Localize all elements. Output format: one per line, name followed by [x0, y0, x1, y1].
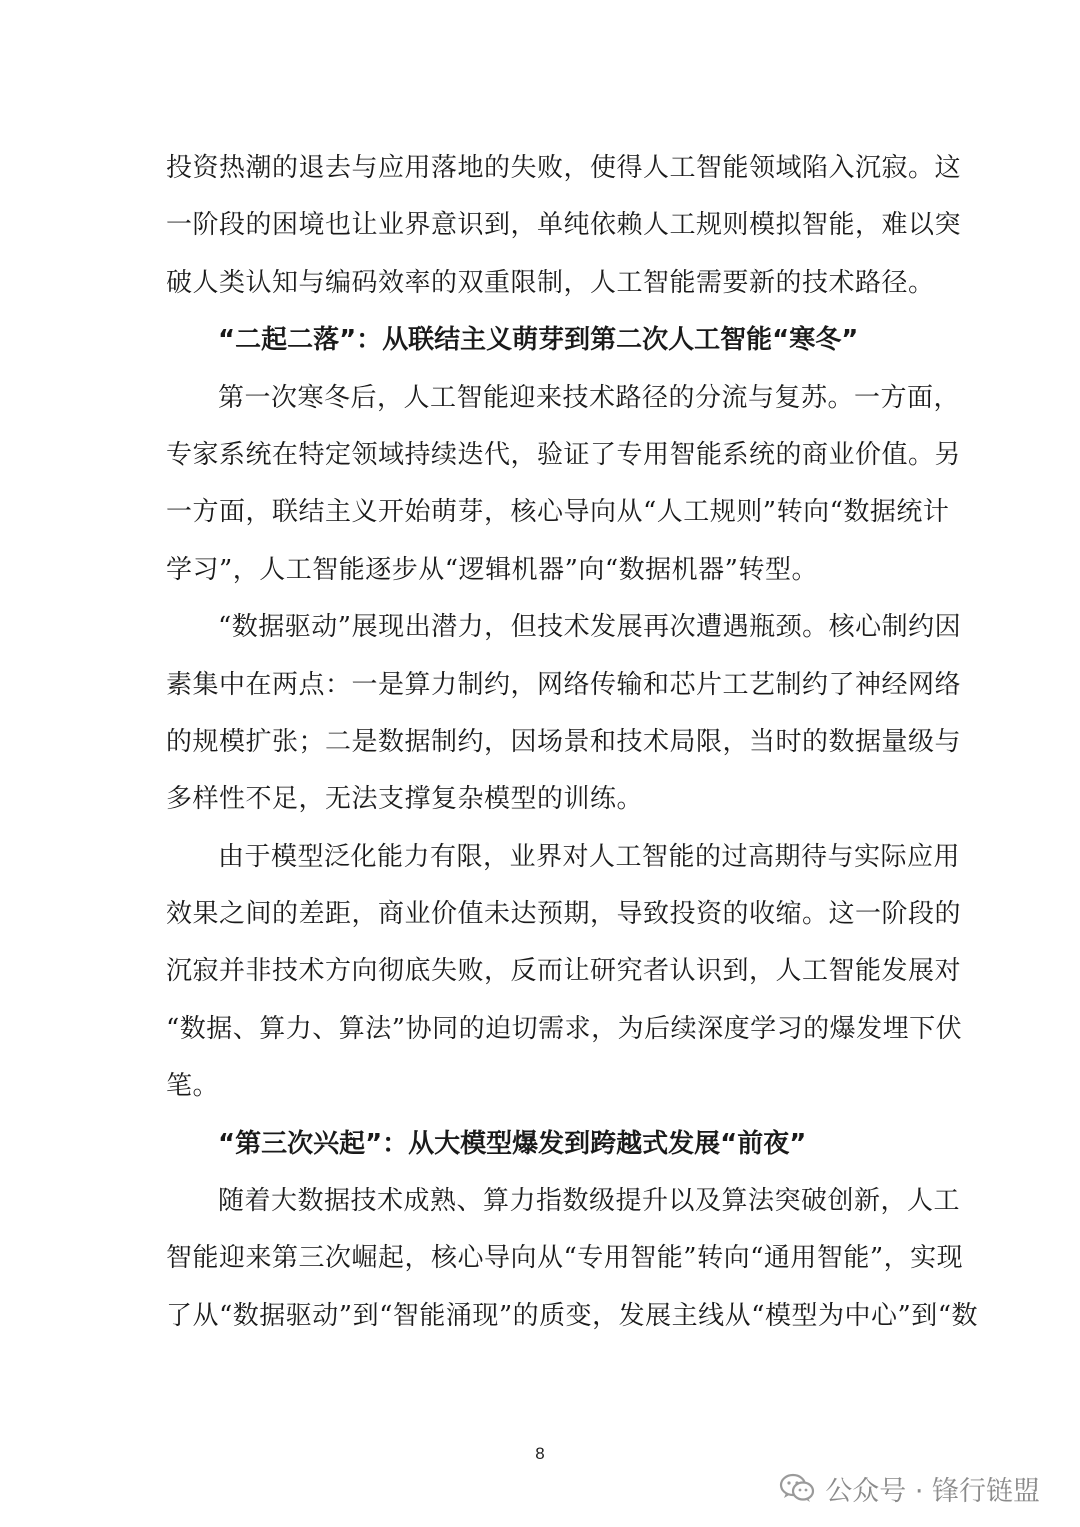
paragraph-line: 了从“数据驱动”到“智能涌现”的质变，发展主线从“模型为中心”到“数: [166, 1300, 979, 1331]
paragraph-line: 智能迎来第三次崛起，核心导向从“专用智能”转向“通用智能”，实现: [166, 1243, 964, 1274]
section-heading: “第三次兴起”：从大模型爆发到跨越式发展“前夜”: [218, 1128, 807, 1159]
paragraph-line: 专家系统在特定领域持续迭代，验证了专用智能系统的商业价值。另: [166, 439, 962, 470]
paragraph-line: 一方面，联结主义开始萌芽，核心导向从“人工规则”转向“数据统计: [166, 497, 950, 528]
paragraph-line: 笔。: [166, 1071, 220, 1102]
paragraph-line: 一阶段的困境也让业界意识到，单纯依赖人工规则模拟智能，难以突: [166, 210, 962, 241]
watermark-text: 公众号 · 锋行链盟: [825, 1475, 1040, 1507]
paragraph-line: 的规模扩张；二是数据制约，因场景和技术局限，当时的数据量级与: [166, 726, 962, 757]
paragraph-line: 第一次寒冬后，人工智能迎来技术路径的分流与复苏。一方面，: [218, 382, 961, 413]
paragraph-line: 学习”，人工智能逐步从“逻辑机器”向“数据机器”转型。: [166, 554, 818, 585]
paragraph-line: 效果之间的差距，商业价值未达预期，导致投资的收缩。这一阶段的: [166, 899, 962, 930]
paragraph-line: 多样性不足，无法支撑复杂模型的训练。: [166, 784, 644, 815]
paragraph-line: “数据驱动”展现出潜力，但技术发展再次遭遇瓶颈。核心制约因: [218, 612, 962, 643]
paragraph-line: 投资热潮的退去与应用落地的失败，使得人工智能领域陷入沉寂。这: [166, 153, 962, 183]
paragraph-line: 破人类认知与编码效率的双重限制，人工智能需要新的技术路径。: [166, 267, 935, 298]
paragraph-line: 由于模型泛化能力有限，业界对人工智能的过高期待与实际应用: [218, 841, 961, 872]
paragraph-line: 沉寂并非技术方向彻底失败，反而让研究者认识到，人工智能发展对: [166, 956, 962, 987]
watermark: [779, 1468, 1040, 1508]
wechat-icon: [779, 1473, 815, 1503]
paragraph-line: “数据、算力、算法”协同的迫切需求，为后续深度学习的爆发埋下伏: [166, 1013, 963, 1044]
section-heading: “二起二落”：从联结主义萌芽到第二次人工智能“寒冬”: [218, 325, 859, 356]
document-body: [166, 140, 979, 1345]
page-number: 8: [535, 1444, 545, 1463]
paragraph-line: 随着大数据技术成熟、算力指数级提升以及算法突破创新，人工: [218, 1186, 961, 1217]
paragraph-line: 素集中在两点：一是算力制约，网络传输和芯片工艺制约了神经网络: [166, 669, 962, 700]
